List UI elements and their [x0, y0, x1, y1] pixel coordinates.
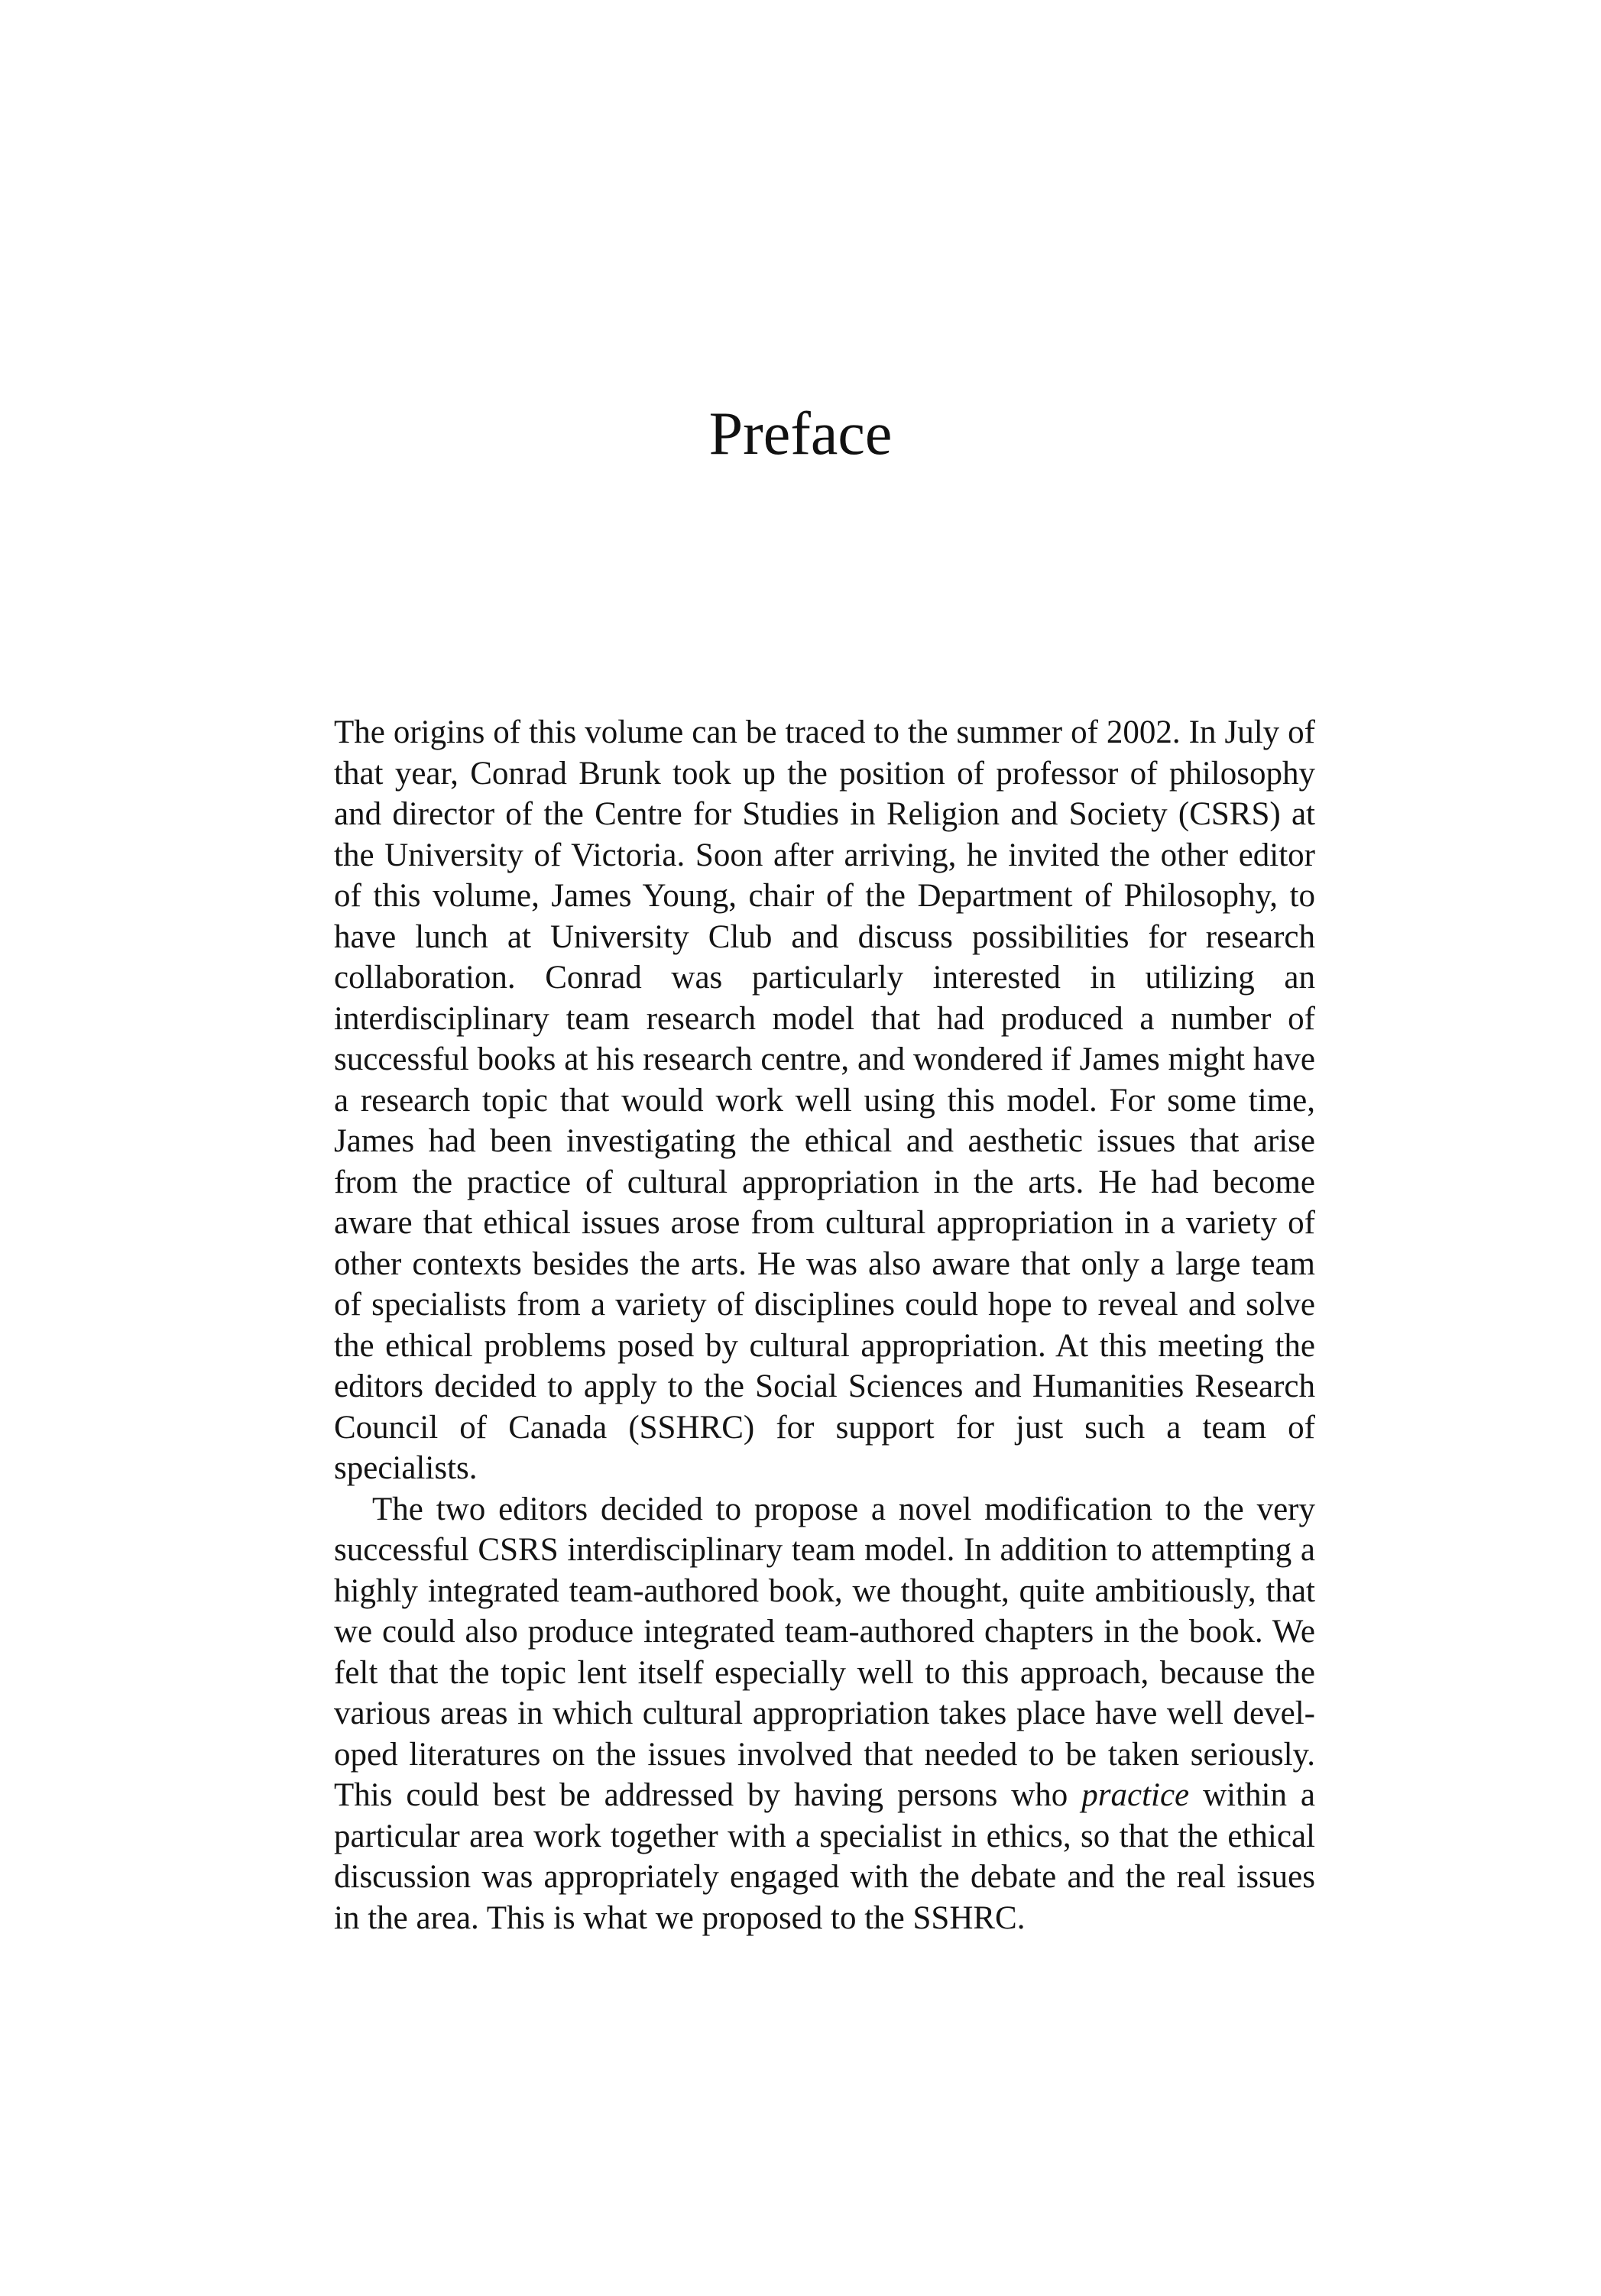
preface-body	[334, 712, 1315, 1938]
page-title: Preface	[708, 400, 893, 468]
paragraph-2-part-1: The two editors decided to propose a novel modification to the very successful CSRS interdisciplinary team model. In addition to attempting a highly integrated team-authored book, we thought, quite ambitiously, that we could also produce integrated team-authored chapters in the book. We felt that the topic lent itself especially well to this approach, because the various areas in which cultural appropriation takes place have well developed literatures on the issues involved that needed to be taken seriously. This could best be addressed by having persons who	[334, 1491, 1315, 1813]
paragraph-2	[334, 1489, 1315, 1939]
paragraph-1: The origins of this volume can be traced to the summer of 2002. In July of that year, Conrad Brunk took up the position of professor of philosophy and director of the Centre for Studies in Religion and Society (CSRS) at the University of Victoria. Soon after arriving, he invited the other editor of this volume, James Young, chair of the Department of Philosophy, to have lunch at University Club and discuss possibilities for research collaboration. Conrad was particularly interested in utilizing an interdisciplinary team research model that had produced a number of successful books at his research centre, and wondered if James might have a research topic that would work well using this model. For some time, James had been investigating the ethical and aesthetic issues that arise from the practice of cultural appropriation in the arts. He had become aware that ethical issues arose from cultural appropriation in a variety of other contexts besides the arts. He was also aware that only a large team of specialists from a variety of disciplines could hope to reveal and solve the ethical problems posed by cultural appropriation. At this meeting the editors decided to apply to the Social Sciences and Humanities Research Council of Canada (SSHRC) for support for just such a team of specialists.	[334, 714, 1315, 1486]
paragraph-2-italic-word: practice	[1081, 1777, 1190, 1813]
paragraph-2-part-2: within a particular area work together with a specialist in ethics, so that the ethical discussion was appropriately engaged with the debate and the real issues in the area. This is what we proposed to the SSHRC.	[334, 1777, 1315, 1936]
